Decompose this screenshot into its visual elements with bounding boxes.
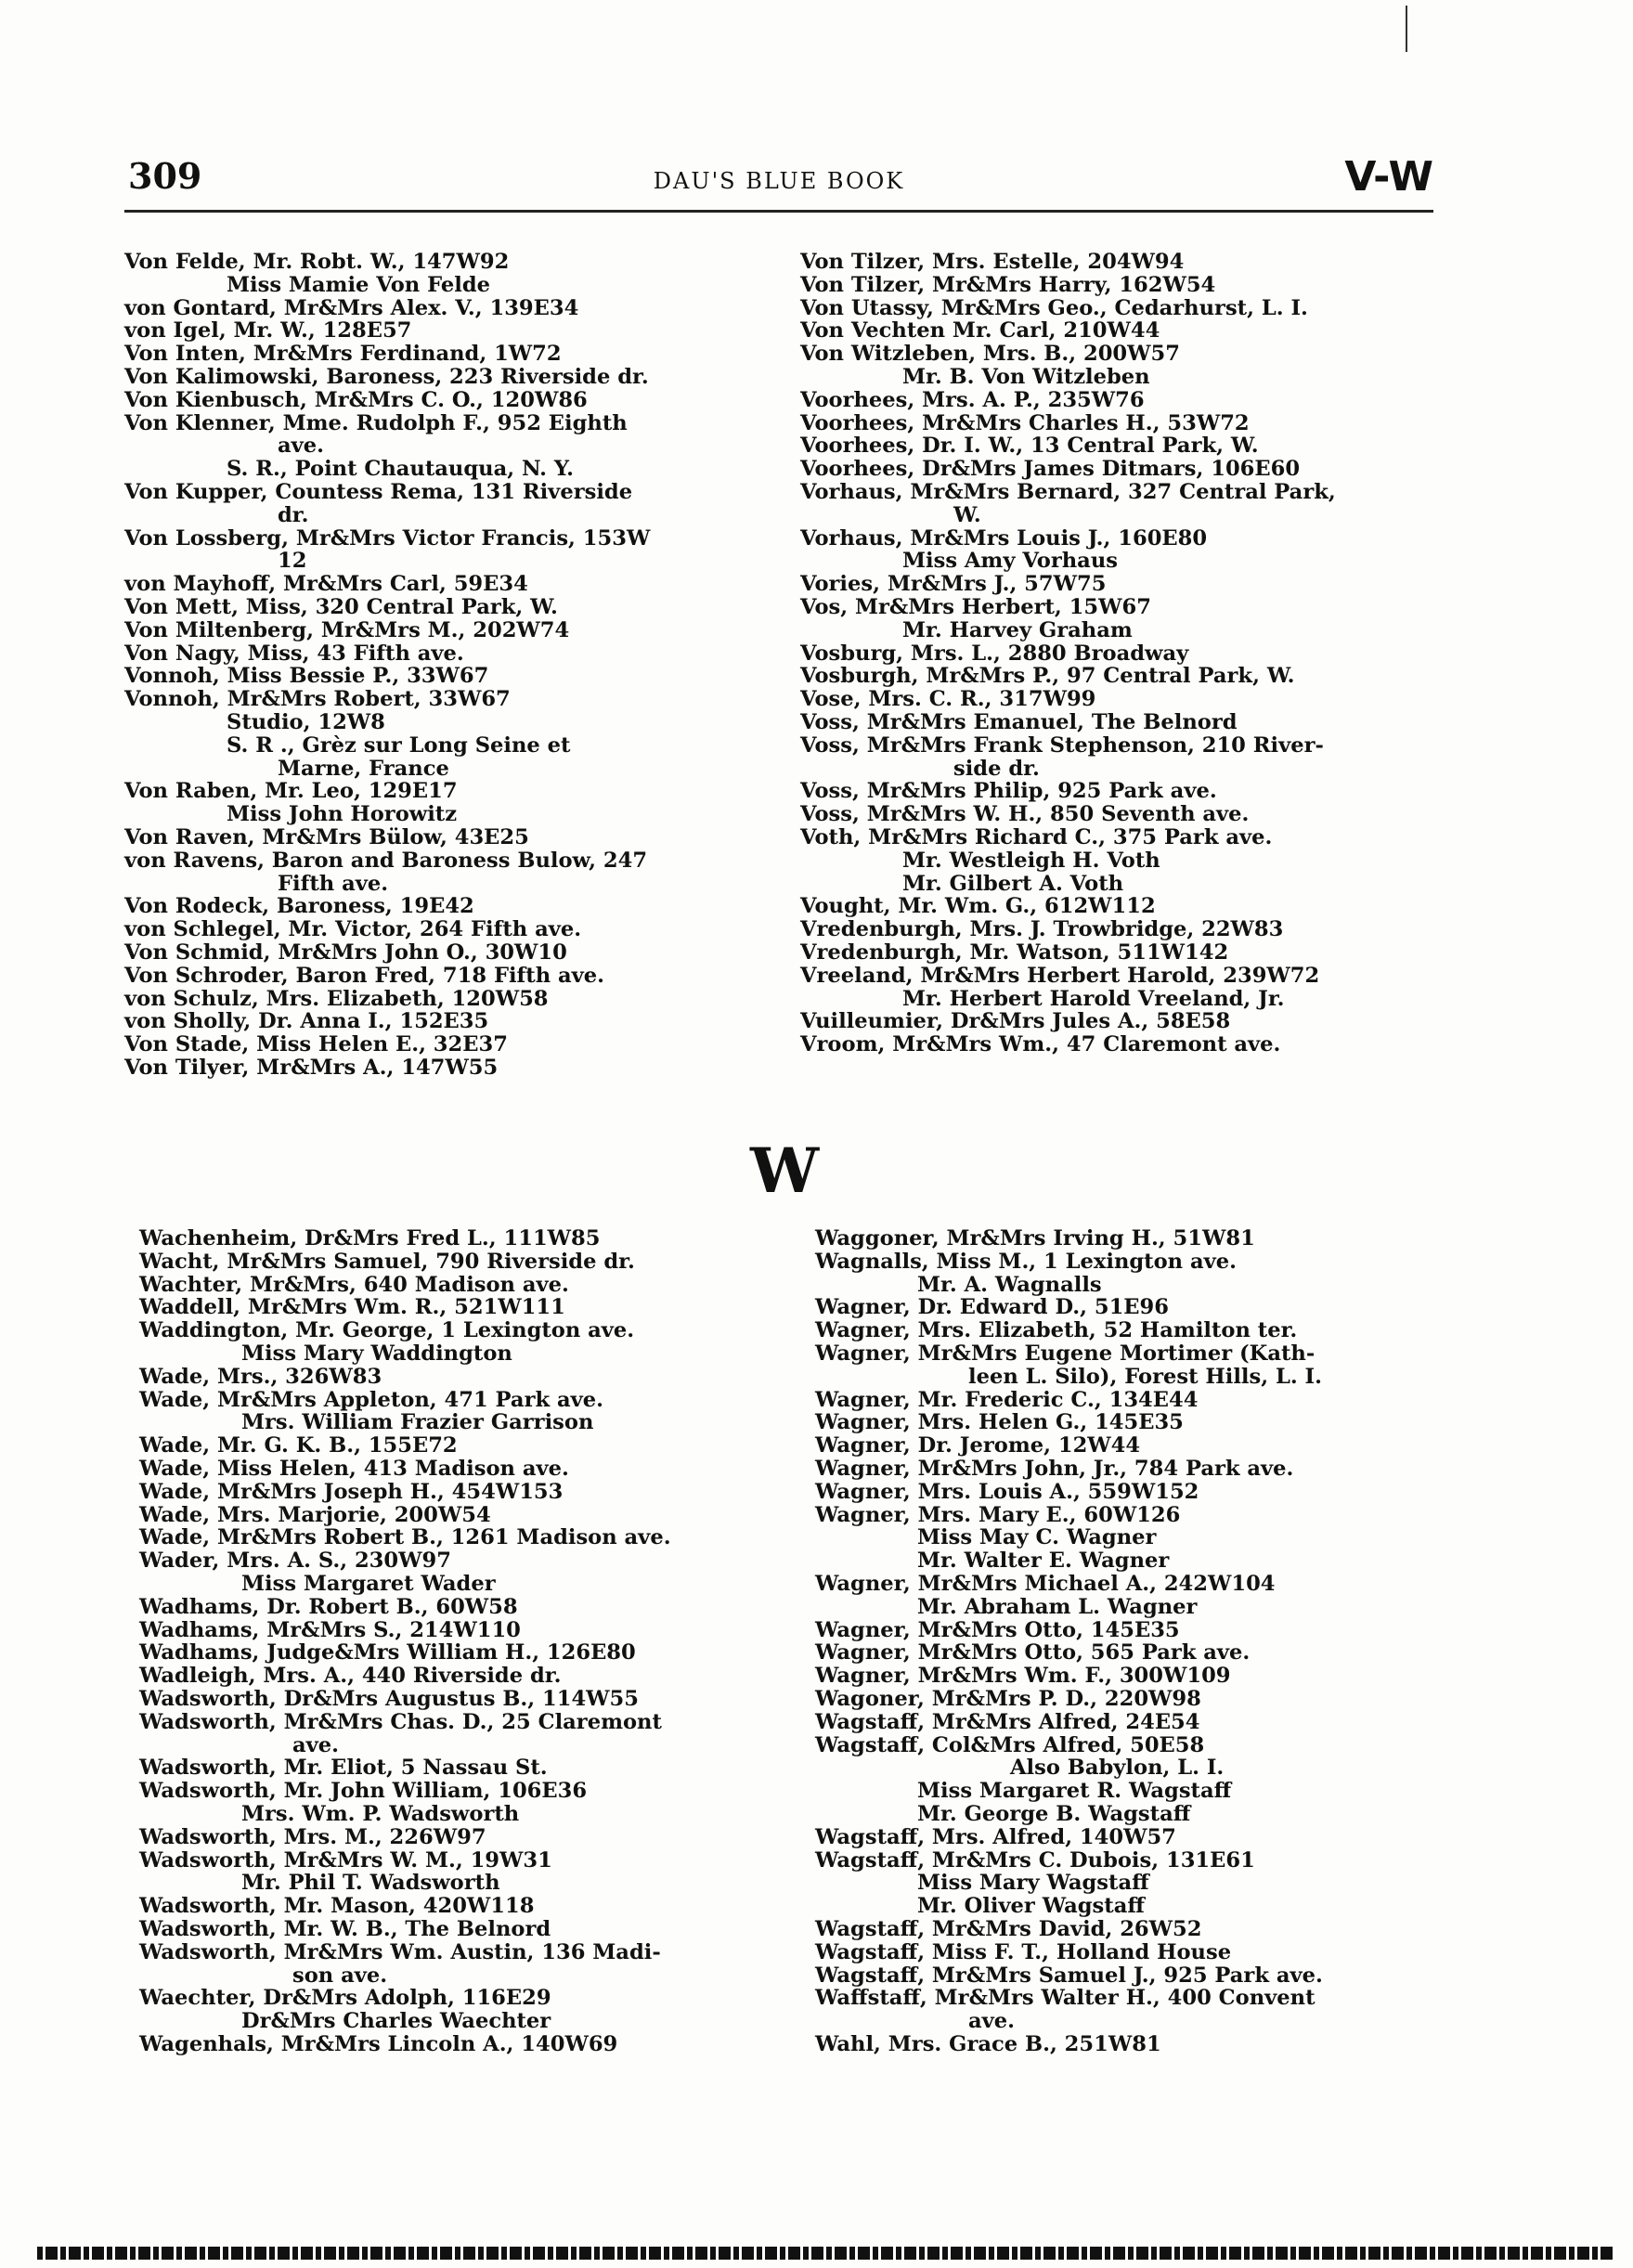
directory-entry: Wadsworth, Mr. Mason, 420W118 [139,1894,535,1919]
w-entries-right-column [815,1227,1456,2056]
directory-entry: Wade, Mrs., 326W83 [139,1364,382,1389]
directory-entry: Von Kienbusch, Mr&Mrs C. O., 120W86 [124,387,588,412]
directory-entry: Voorhees, Mrs. A. P., 235W76 [800,387,1145,412]
directory-entry: Wagstaff, Mr&Mrs Alfred, 24E54 [815,1709,1200,1734]
directory-entry: Wagner, Mr. Frederic C., 134E44 [815,1387,1199,1412]
directory-entry: Voth, Mr&Mrs Richard C., 375 Park ave. [800,824,1273,849]
v-entries-left-column [124,251,765,1080]
directory-entry: Von Vechten Mr. Carl, 210W44 [800,318,1160,343]
directory-entry: Wadsworth, Mr&Mrs Wm. Austin, 136 Madi- [139,1939,661,1964]
directory-entry: Waffstaff, Mr&Mrs Walter H., 400 Convent [815,1986,1315,2011]
directory-entry: Wadhams, Mr&Mrs S., 214W110 [139,1617,521,1642]
directory-entry: Wagner, Dr. Jerome, 12W44 [815,1433,1141,1458]
directory-entry-continuation: 12 [278,549,307,574]
directory-entry-continuation: Mr. Westleigh H. Voth [902,848,1160,873]
directory-entry: Von Miltenberg, Mr&Mrs M., 202W74 [124,617,570,642]
directory-entry: Von Schroder, Baron Fred, 718 Fifth ave. [124,963,605,988]
directory-entry: Vonnoh, Mr&Mrs Robert, 33W67 [124,687,511,712]
directory-entry: Wader, Mrs. A. S., 230W97 [139,1549,451,1574]
directory-entry: Wagner, Mrs. Elizabeth, 52 Hamilton ter. [815,1318,1298,1343]
directory-entry: von Mayhoff, Mr&Mrs Carl, 59E34 [124,572,528,597]
running-title: DAU'S BLUE BOOK [653,168,905,194]
directory-entry: Wagstaff, Miss F. T., Holland House [815,1939,1232,1964]
directory-entry-continuation: Mr. A. Wagnalls [917,1272,1102,1297]
directory-entry: Von Tilzer, Mrs. Estelle, 204W94 [800,250,1185,274]
directory-entry: Wadsworth, Dr&Mrs Augustus B., 114W55 [139,1686,640,1711]
directory-entry-continuation: Miss Mary Waddington [241,1341,512,1366]
w-entries-left-column [139,1227,780,2056]
directory-entry-continuation: S. R., Point Chautauqua, N. Y. [227,457,574,482]
directory-entry: Wachenheim, Dr&Mrs Fred L., 111W85 [139,1226,601,1251]
directory-entry-continuation: Studio, 12W8 [227,709,385,734]
directory-entry: Von Tilzer, Mr&Mrs Harry, 162W54 [800,272,1216,297]
directory-entry: Voorhees, Mr&Mrs Charles H., 53W72 [800,410,1250,435]
directory-entry: Voorhees, Dr&Mrs James Ditmars, 106E60 [800,457,1301,482]
directory-entry: Waggoner, Mr&Mrs Irving H., 51W81 [815,1226,1255,1251]
directory-entry: Wadsworth, Mr&Mrs W. M., 19W31 [139,1847,552,1873]
directory-entry-continuation: Mr. Phil T. Wadsworth [241,1871,500,1896]
directory-entry: Vosburg, Mrs. L., 2880 Broadway [800,641,1189,666]
directory-entry: Wade, Mr&Mrs Robert B., 1261 Madison ave. [139,1525,671,1550]
directory-entry: Von Stade, Miss Helen E., 32E37 [124,1032,508,1057]
directory-entry: Von Kupper, Countess Rema, 131 Riverside [124,479,633,504]
directory-entry: Wachter, Mr&Mrs, 640 Madison ave. [139,1272,569,1297]
section-letter-w: W [749,1134,820,1207]
directory-entry-continuation: Mrs. Wm. P. Wadsworth [241,1801,520,1826]
directory-entry-continuation: ave. [278,434,325,459]
directory-entry: Wagner, Mrs. Louis A., 559W152 [815,1479,1199,1504]
margin-rule [1406,6,1407,52]
directory-entry-continuation: S. R ., Grèz sur Long Seine et [227,732,571,758]
directory-entry: Vuilleumier, Dr&Mrs Jules A., 58E58 [800,1009,1231,1034]
directory-entry: Vorhaus, Mr&Mrs Bernard, 327 Central Park, [800,479,1336,504]
directory-entry: Wadhams, Judge&Mrs William H., 126E80 [139,1640,636,1665]
directory-entry: Waechter, Dr&Mrs Adolph, 116E29 [139,1986,551,2011]
directory-entry: Von Mett, Miss, 320 Central Park, W. [124,594,558,619]
directory-entry: Vosburgh, Mr&Mrs P., 97 Central Park, W. [800,664,1295,689]
directory-entry: Von Lossberg, Mr&Mrs Victor Francis, 153W [124,525,651,551]
directory-entry: von Ravens, Baron and Baroness Bulow, 247 [124,848,648,873]
directory-entry: Wadsworth, Mr&Mrs Chas. D., 25 Claremont [139,1709,662,1734]
directory-entry-continuation: Also Babylon, L. I. [1010,1756,1225,1781]
directory-entry: Vredenburgh, Mrs. J. Trowbridge, 22W83 [800,917,1284,942]
directory-entry: Wagstaff, Mr&Mrs David, 26W52 [815,1916,1202,1941]
directory-entry: Vorhaus, Mr&Mrs Louis J., 160E80 [800,525,1208,551]
directory-entry: von Schulz, Mrs. Elizabeth, 120W58 [124,986,549,1011]
directory-entry: Vroom, Mr&Mrs Wm., 47 Claremont ave. [800,1032,1281,1057]
directory-entry: Wagstaff, Mr&Mrs Samuel J., 925 Park ave. [815,1963,1323,1988]
directory-entry-continuation: son ave. [292,1963,388,1988]
directory-entry: Wade, Miss Helen, 413 Madison ave. [139,1456,569,1481]
directory-entry: Vose, Mrs. C. R., 317W99 [800,687,1096,712]
directory-entry: von Igel, Mr. W., 128E57 [124,318,412,343]
directory-entry-continuation: dr. [278,502,309,527]
directory-entry: Wagoner, Mr&Mrs P. D., 220W98 [815,1686,1201,1711]
v-entries-right-column [800,251,1441,1056]
directory-entry: Wade, Mr&Mrs Joseph H., 454W153 [139,1479,564,1504]
directory-entry: Voorhees, Dr. I. W., 13 Central Park, W. [800,434,1259,459]
bottom-border [37,2247,1615,2260]
directory-entry-continuation: Miss Margaret Wader [241,1571,496,1596]
directory-entry: Von Raben, Mr. Leo, 129E17 [124,779,458,804]
directory-entry: Wagenhals, Mr&Mrs Lincoln A., 140W69 [139,2031,618,2056]
directory-entry: Wagnalls, Miss M., 1 Lexington ave. [815,1249,1237,1274]
directory-entry: Wadleigh, Mrs. A., 440 Riverside dr. [139,1664,562,1689]
directory-entry-continuation: ave. [292,1732,340,1757]
directory-entry: Wadhams, Dr. Robert B., 60W58 [139,1594,518,1619]
directory-entry-continuation: Dr&Mrs Charles Waechter [241,2009,551,2034]
page-number: 309 [128,155,202,197]
directory-entry: Voss, Mr&Mrs Emanuel, The Belnord [800,709,1238,734]
directory-entry-continuation: Mr. George B. Wagstaff [917,1801,1191,1826]
directory-entry: Wagstaff, Col&Mrs Alfred, 50E58 [815,1732,1205,1757]
directory-entry: Von Utassy, Mr&Mrs Geo., Cedarhurst, L. I. [800,295,1308,320]
directory-entry: Wagner, Mr&Mrs John, Jr., 784 Park ave. [815,1456,1294,1481]
directory-entry: Waddell, Mr&Mrs Wm. R., 521W111 [139,1295,565,1320]
directory-entry: Wadsworth, Mr. Eliot, 5 Nassau St. [139,1756,548,1781]
directory-entry: Von Kalimowski, Baroness, 223 Riverside dr. [124,364,649,389]
directory-entry: Wadsworth, Mr. W. B., The Belnord [139,1916,551,1941]
directory-entry: Wagner, Mr&Mrs Otto, 145E35 [815,1617,1180,1642]
directory-entry: Vreeland, Mr&Mrs Herbert Harold, 239W72 [800,963,1320,988]
directory-entry-continuation: Miss Margaret R. Wagstaff [917,1779,1232,1804]
directory-entry: Vos, Mr&Mrs Herbert, 15W67 [800,594,1151,619]
directory-entry: Wagner, Mr&Mrs Eugene Mortimer (Kath- [815,1341,1315,1366]
directory-entry-continuation: Miss Mamie Von Felde [227,272,491,297]
directory-entry: Wade, Mr. G. K. B., 155E72 [139,1433,458,1458]
directory-entry: Von Schmid, Mr&Mrs John O., 30W10 [124,940,567,965]
page-header [124,153,1433,209]
directory-entry-continuation: Mrs. William Frazier Garrison [241,1410,594,1435]
directory-entry: Von Tilyer, Mr&Mrs A., 147W55 [124,1055,499,1080]
directory-entry-continuation: Miss Mary Wagstaff [917,1871,1149,1896]
directory-entry-continuation: Mr. B. Von Witzleben [902,364,1150,389]
directory-entry-continuation: W. [953,502,981,527]
directory-entry: Von Inten, Mr&Mrs Ferdinand, 1W72 [124,342,562,367]
directory-entry-continuation: side dr. [953,756,1040,781]
directory-entry: Wade, Mrs. Marjorie, 200W54 [139,1502,491,1527]
directory-entry: Von Klenner, Mme. Rudolph F., 952 Eighth [124,410,628,435]
directory-entry-continuation: Miss May C. Wagner [917,1525,1157,1550]
directory-entry: Wagstaff, Mr&Mrs C. Dubois, 131E61 [815,1847,1255,1873]
directory-entry: Von Rodeck, Baroness, 19E42 [124,894,474,919]
directory-entry: Von Felde, Mr. Robt. W., 147W92 [124,250,510,274]
directory-entry: von Schlegel, Mr. Victor, 264 Fifth ave. [124,917,582,942]
directory-entry-continuation: leen L. Silo), Forest Hills, L. I. [968,1364,1322,1389]
directory-entry: Vredenburgh, Mr. Watson, 511W142 [800,940,1229,965]
directory-entry-continuation: Mr. Oliver Wagstaff [917,1894,1145,1919]
directory-entry: Wagner, Mr&Mrs Michael A., 242W104 [815,1571,1276,1596]
directory-entry: Wagner, Mr&Mrs Otto, 565 Park ave. [815,1640,1251,1665]
directory-entry: Voss, Mr&Mrs W. H., 850 Seventh ave. [800,802,1250,827]
directory-entry: Von Nagy, Miss, 43 Fifth ave. [124,641,464,666]
directory-entry: Wagstaff, Mrs. Alfred, 140W57 [815,1824,1176,1849]
directory-entry: Von Raven, Mr&Mrs Bülow, 43E25 [124,824,529,849]
directory-entry-continuation: Miss John Horowitz [227,802,458,827]
directory-entry: Voss, Mr&Mrs Philip, 925 Park ave. [800,779,1217,804]
directory-entry: von Sholly, Dr. Anna I., 152E35 [124,1009,489,1034]
directory-entry: Vought, Mr. Wm. G., 612W112 [800,894,1156,919]
directory-entry: Voss, Mr&Mrs Frank Stephenson, 210 River- [800,732,1324,758]
directory-entry: Waddington, Mr. George, 1 Lexington ave. [139,1318,635,1343]
directory-entry-continuation: Mr. Abraham L. Wagner [917,1594,1198,1619]
section-range: V-W [1344,153,1433,201]
directory-entry-continuation: Miss Amy Vorhaus [902,549,1118,574]
directory-entry: Wahl, Mrs. Grace B., 251W81 [815,2031,1161,2056]
directory-entry: Wadsworth, Mrs. M., 226W97 [139,1824,486,1849]
directory-entry: Wadsworth, Mr. John William, 106E36 [139,1779,588,1804]
directory-entry: Von Witzleben, Mrs. B., 200W57 [800,342,1180,367]
directory-entry: Wagner, Mrs. Mary E., 60W126 [815,1502,1181,1527]
directory-entry-continuation: Mr. Harvey Graham [902,617,1133,642]
directory-entry-continuation: Fifth ave. [278,871,389,896]
directory-entry-continuation: ave. [968,2009,1016,2034]
directory-entry: von Gontard, Mr&Mrs Alex. V., 139E34 [124,295,579,320]
directory-entry: Wagner, Dr. Edward D., 51E96 [815,1295,1169,1320]
directory-entry: Wacht, Mr&Mrs Samuel, 790 Riverside dr. [139,1249,635,1274]
directory-entry: Wagner, Mr&Mrs Wm. F., 300W109 [815,1664,1231,1689]
header-rule [124,210,1433,213]
directory-entry-continuation: Mr. Gilbert A. Voth [902,871,1124,896]
directory-entry: Vories, Mr&Mrs J., 57W75 [800,572,1107,597]
directory-entry: Vonnoh, Miss Bessie P., 33W67 [124,664,489,689]
directory-entry-continuation: Marne, France [278,756,449,781]
directory-entry: Wagner, Mrs. Helen G., 145E35 [815,1410,1184,1435]
directory-entry-continuation: Mr. Herbert Harold Vreeland, Jr. [902,986,1285,1011]
directory-entry-continuation: Mr. Walter E. Wagner [917,1549,1170,1574]
directory-entry: Wade, Mr&Mrs Appleton, 471 Park ave. [139,1387,603,1412]
